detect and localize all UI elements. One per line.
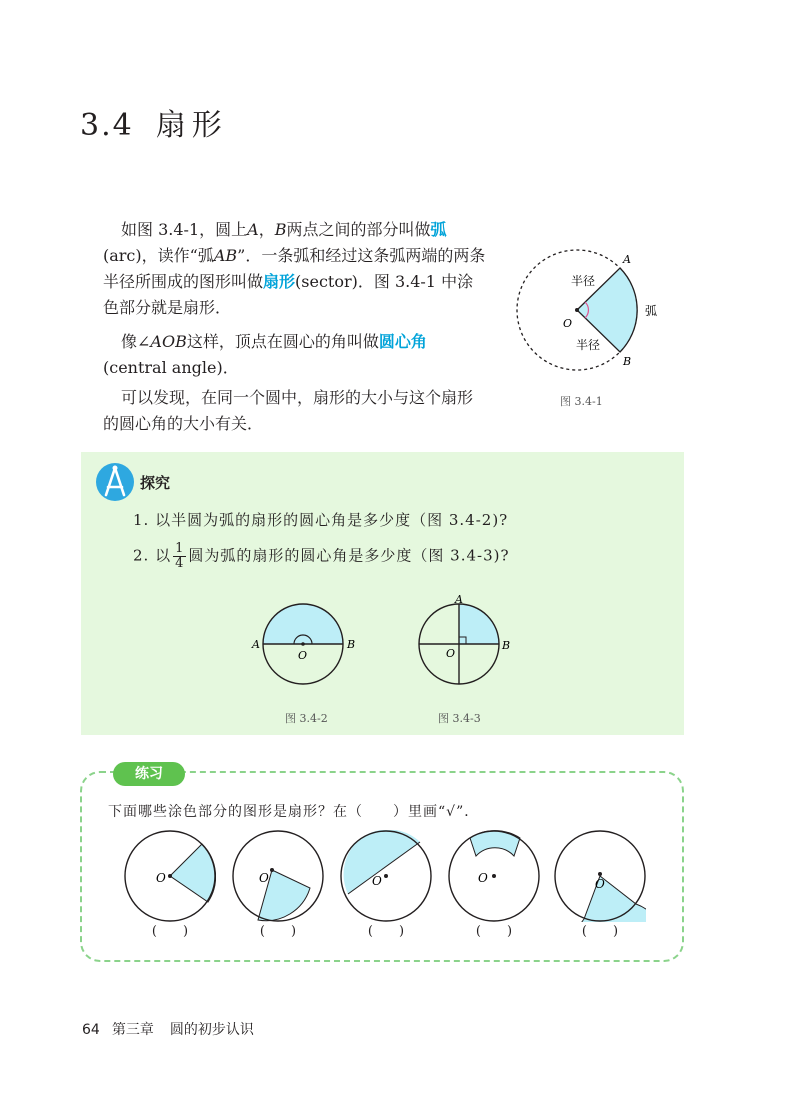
label-O: O bbox=[156, 871, 166, 885]
point-label: B bbox=[274, 220, 287, 239]
label-radius-top: 半径 bbox=[571, 274, 596, 288]
text: (sector)．图 3.4-1 中涂色部分就是扇形． bbox=[103, 272, 474, 317]
chapter-name: 圆的初步认识 bbox=[169, 1022, 254, 1038]
section-name: 扇形 bbox=[155, 108, 228, 143]
intro-paragraph-3: 可以发现，在同一个圆中，扇形的大小与这个扇形的圆心角的大小有关． bbox=[103, 388, 474, 433]
practice-figure-1 bbox=[124, 830, 216, 922]
text: 两点之间的部分叫做 bbox=[286, 220, 431, 239]
text: 如图 3.4-1，圆上 bbox=[121, 220, 248, 239]
keyword-central-angle: 圆心角 bbox=[378, 332, 427, 351]
label-O: O bbox=[595, 877, 605, 891]
practice-figure-4 bbox=[448, 830, 540, 922]
label-O: O bbox=[259, 871, 269, 885]
label-A: A bbox=[455, 593, 463, 606]
label-B: B bbox=[347, 638, 356, 651]
label-arc: 弧 bbox=[645, 304, 658, 318]
practice-figure-2 bbox=[232, 830, 324, 922]
label-B: B bbox=[623, 355, 632, 368]
label-O: O bbox=[298, 649, 308, 662]
figure-3-4-1 bbox=[505, 245, 680, 375]
figure-3-4-2 bbox=[250, 600, 365, 692]
label-B: B bbox=[502, 639, 511, 652]
explore-title: 探究 bbox=[140, 474, 171, 492]
keyword-arc: 弧 bbox=[430, 220, 447, 239]
point-label: A bbox=[247, 220, 259, 239]
arc-label: AB bbox=[213, 246, 238, 265]
text: (arc)，读作“弧 bbox=[103, 246, 214, 265]
label-A: A bbox=[252, 638, 260, 651]
label-A: A bbox=[623, 253, 631, 266]
practice-figure-3 bbox=[340, 830, 432, 922]
fraction-denominator: 4 bbox=[175, 556, 185, 571]
text: 像∠ bbox=[121, 332, 151, 351]
practice-figure-5 bbox=[554, 830, 646, 922]
text: 圆为弧的扇形的圆心角是多少度（图 3.4-3)? bbox=[188, 546, 510, 565]
label-O: O bbox=[563, 317, 573, 330]
angle-label: AOB bbox=[150, 332, 187, 351]
page-number: 64 bbox=[82, 1022, 100, 1038]
text: ”．一条弧和经过这条弧两端的两条半径所围成的图形叫做 bbox=[103, 246, 486, 291]
label-O: O bbox=[372, 874, 382, 888]
keyword-sector: 扇形 bbox=[263, 272, 296, 291]
text: (central angle)． bbox=[103, 358, 239, 377]
figure-caption: 图 3.4-3 bbox=[438, 712, 481, 725]
text: ， bbox=[258, 220, 275, 239]
fraction-numerator: 1 bbox=[175, 541, 185, 556]
label-radius-bottom: 半径 bbox=[576, 338, 601, 352]
semicircle-shade bbox=[263, 604, 343, 644]
fraction-quarter bbox=[173, 542, 186, 571]
intro-paragraph-1 bbox=[103, 217, 488, 321]
answer-blank-3[interactable]: ( ) bbox=[367, 924, 405, 939]
explore-compass-icon bbox=[95, 462, 135, 502]
figure-caption: 图 3.4-1 bbox=[560, 395, 603, 408]
center-dot bbox=[598, 872, 602, 876]
chapter-label: 第三章 bbox=[111, 1022, 154, 1038]
center-dot bbox=[168, 874, 172, 878]
answer-blank-1[interactable]: ( ) bbox=[151, 924, 189, 939]
page-footer bbox=[82, 1019, 254, 1039]
answer-blank-2[interactable]: ( ) bbox=[259, 924, 297, 939]
center-dot bbox=[301, 642, 305, 646]
section-number: 3.4 bbox=[80, 108, 134, 143]
figure-caption: 图 3.4-2 bbox=[285, 712, 328, 725]
figure-3-4-3 bbox=[410, 592, 525, 692]
question-1: 1. 以半圆为弧的扇形的圆心角是多少度（图 3.4-2)? bbox=[133, 511, 509, 529]
center-dot bbox=[384, 874, 388, 878]
text: 这样，顶点在圆心的角叫做 bbox=[186, 332, 379, 351]
answer-blank-4[interactable]: ( ) bbox=[475, 924, 513, 939]
answer-blank-5[interactable]: ( ) bbox=[581, 924, 619, 939]
label-O: O bbox=[478, 871, 488, 885]
center-dot bbox=[575, 308, 579, 312]
center-dot bbox=[492, 874, 496, 878]
text: 2. 以 bbox=[133, 546, 172, 565]
center-dot bbox=[270, 868, 274, 872]
practice-instruction: 下面哪些涂色部分的图形是扇形？在（ ）里画“√”． bbox=[108, 804, 480, 820]
label-O: O bbox=[446, 647, 456, 660]
section-title bbox=[80, 100, 228, 144]
shaded-region bbox=[574, 876, 646, 922]
practice-tab: 练习 bbox=[113, 762, 185, 786]
explore-box bbox=[81, 452, 684, 735]
question-2 bbox=[133, 542, 510, 571]
intro-paragraph-2 bbox=[103, 329, 488, 381]
